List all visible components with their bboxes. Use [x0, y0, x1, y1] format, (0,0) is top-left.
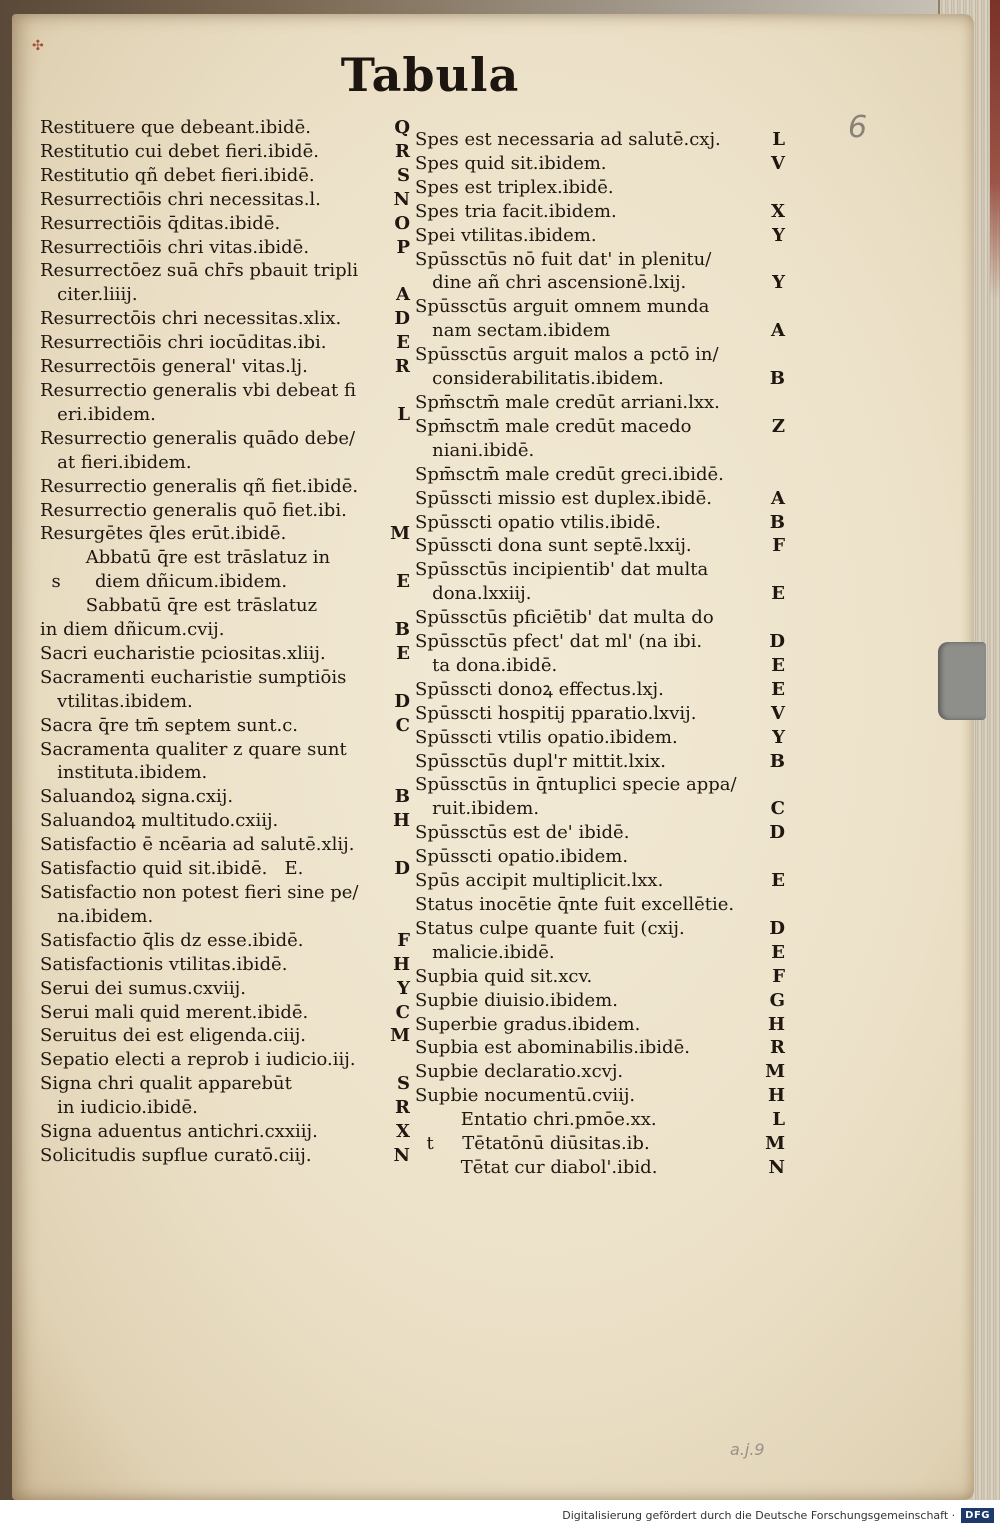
entry-letter: C — [770, 798, 785, 820]
entry-text: Satisfactio q̄lis dz esse.ibidē. — [40, 929, 304, 951]
entry-text: Serui mali quid merent.ibidē. — [40, 1001, 309, 1023]
entry-letter: A — [396, 284, 410, 306]
entry-text: Sacramenti eucharistie sumptiōis — [40, 666, 347, 688]
entry-text: dona.lxxiij. — [415, 583, 532, 605]
index-entry — [40, 116, 410, 140]
index-entry — [415, 630, 785, 654]
entry-letter: R — [395, 356, 410, 378]
entry-letter: E — [771, 870, 785, 892]
entry-text: Resurrectōis chri necessitas.xlix. — [40, 308, 342, 330]
footer-credit: Digitalisierung gefördert durch die Deutsche Forschungsgemeinschaft · — [562, 1508, 956, 1522]
entry-text: Supbie diuisio.ibidem. — [415, 989, 618, 1011]
entry-text: Restitutio cui debet fieri.ibidē. — [40, 140, 319, 162]
entry-letter: R — [395, 140, 410, 162]
entry-text: Spūssctūs arguit malos a pctō in/ — [415, 344, 719, 366]
index-entry — [415, 463, 785, 487]
entry-letter: N — [393, 188, 410, 210]
entry-text: Spes quid sit.ibidem. — [415, 152, 607, 174]
index-entry — [415, 1108, 785, 1132]
index-entry — [40, 594, 410, 618]
entry-text: Resurrectiōis chri iocūditas.ibi. — [40, 332, 327, 354]
entry-text: Satisfactio ē ncēaria ad salutē.xlij. — [40, 834, 355, 856]
entry-letter: H — [767, 1085, 785, 1107]
index-entry — [415, 1156, 785, 1180]
index-entry — [40, 140, 410, 164]
index-entry — [40, 403, 410, 427]
index-entry — [415, 271, 785, 295]
index-entry — [415, 200, 785, 224]
entry-letter: Y — [772, 726, 785, 748]
entry-letter: L — [772, 1109, 785, 1131]
entry-text: Spūssctūs est de' ibidē. — [415, 822, 630, 844]
index-entry — [40, 1144, 410, 1168]
index-entry — [415, 941, 785, 965]
entry-letter: Y — [772, 272, 785, 294]
index-entry — [415, 1036, 785, 1060]
entry-text: at fieri.ibidem. — [40, 451, 192, 473]
entry-letter: E — [396, 642, 410, 664]
entry-text: Resurrectio generalis quō fiet.ibi. — [40, 499, 347, 521]
entry-letter: D — [769, 631, 785, 653]
entry-text: Restitutio qñ debet fieri.ibidē. — [40, 164, 315, 186]
index-entry — [415, 989, 785, 1013]
entry-letter: Z — [771, 415, 785, 437]
index-entry — [415, 176, 785, 200]
entry-text: Spes tria facit.ibidem. — [415, 200, 617, 222]
entry-text: Spūssctūs pficiētib' dat multa do — [415, 607, 714, 629]
entry-letter: L — [397, 403, 410, 425]
entry-text: malicie.ibidē. — [415, 941, 555, 963]
index-entry — [415, 1013, 785, 1037]
index-entry — [40, 546, 410, 570]
entry-letter: D — [769, 917, 785, 939]
entry-letter: M — [390, 523, 410, 545]
entry-letter: E — [396, 571, 410, 593]
entry-text: Spūssctūs dupl'r mittit.lxix. — [415, 750, 666, 772]
index-entry — [415, 391, 785, 415]
entry-text: Resurrectōis general' vitas.lj. — [40, 356, 308, 378]
index-entry — [415, 1060, 785, 1084]
index-entry — [40, 618, 410, 642]
entry-text: Resurrectiōis chri necessitas.l. — [40, 188, 321, 210]
entry-letter: A — [771, 487, 785, 509]
index-entry — [40, 475, 410, 499]
entry-text: niani.ibidē. — [415, 439, 535, 461]
entry-text: Spūsscti dona sunt septē.lxxij. — [415, 535, 692, 557]
index-entry — [40, 857, 410, 881]
entry-text: Sacramenta qualiter z quare sunt — [40, 738, 347, 760]
index-entry — [40, 761, 410, 785]
entry-text: Solicitudis supflue curatō.ciij. — [40, 1144, 312, 1166]
index-entry — [415, 343, 785, 367]
index-entry — [415, 654, 785, 678]
entry-text: Saluandoꝝ signa.cxij. — [40, 786, 234, 808]
index-entry — [415, 845, 785, 869]
index-entry — [415, 678, 785, 702]
entry-letter: O — [394, 212, 410, 234]
entry-text: Spūssctūs nō fuit dat' in plenitu/ — [415, 248, 712, 270]
entry-text: in diem dñicum.cvij. — [40, 619, 225, 641]
entry-letter: G — [769, 989, 785, 1011]
index-entry — [40, 1096, 410, 1120]
index-entry — [40, 833, 410, 857]
book-cover-edge — [990, 0, 1000, 300]
entry-text: citer.liiij. — [40, 284, 138, 306]
index-entry — [40, 331, 410, 355]
entry-letter: S — [397, 1073, 410, 1095]
entry-text: Supbia quid sit.xcv. — [415, 965, 593, 987]
index-entry — [415, 295, 785, 319]
entry-letter: E — [771, 583, 785, 605]
entry-text: Serui dei sumus.cxviij. — [40, 977, 246, 999]
entry-text: Sepatio electi a reprob i iudicio.iij. — [40, 1049, 356, 1071]
entry-letter: E — [771, 941, 785, 963]
entry-text: ta dona.ibidē. — [415, 654, 558, 676]
index-entry — [415, 750, 785, 774]
entry-letter: D — [394, 308, 410, 330]
entry-letter: H — [767, 1013, 785, 1035]
entry-text: Entatio chri.pmōe.xx. — [415, 1109, 657, 1131]
index-entry — [415, 367, 785, 391]
entry-text: Status inocētie q̄nte fuit excellētie. — [415, 894, 735, 915]
index-entry — [415, 439, 785, 463]
entry-text: Spūsscti vtilis opatio.ibidem. — [415, 726, 678, 748]
dfg-logo: DFG — [961, 1508, 994, 1523]
entry-letter: X — [396, 1121, 410, 1143]
entry-text: instituta.ibidem. — [40, 762, 208, 784]
entry-text: Spūssctūs incipientib' dat multa — [415, 559, 709, 581]
entry-letter: N — [393, 1144, 410, 1166]
index-entry — [40, 164, 410, 188]
index-entry — [40, 1072, 410, 1096]
index-entry — [415, 1132, 785, 1156]
index-entry — [40, 307, 410, 331]
entry-letter: C — [395, 714, 410, 736]
entry-text: Resurrectiōis q̄ditas.ibidē. — [40, 212, 281, 234]
page-clip — [938, 642, 986, 720]
index-entry — [40, 690, 410, 714]
folio-number: 6 — [848, 110, 868, 145]
index-entry — [415, 534, 785, 558]
index-entry — [415, 726, 785, 750]
entry-letter: B — [394, 786, 410, 808]
entry-text: Signa aduentus antichri.cxxiij. — [40, 1121, 318, 1143]
entry-text: Signa chri qualit apparebūt — [40, 1073, 292, 1095]
index-entry — [40, 355, 410, 379]
index-entry — [40, 236, 410, 260]
index-entry — [40, 379, 410, 403]
entry-text: Spm̄sctm̄ male credūt macedo — [415, 415, 692, 437]
index-entry — [40, 259, 410, 283]
entry-text: Spei vtilitas.ibidem. — [415, 224, 597, 246]
index-entry — [415, 1084, 785, 1108]
entry-letter: V — [771, 152, 785, 174]
index-entry — [415, 797, 785, 821]
entry-letter: N — [768, 1156, 785, 1178]
index-entry — [415, 128, 785, 152]
index-entry — [40, 188, 410, 212]
index-entry — [40, 881, 410, 905]
index-entry — [40, 714, 410, 738]
index-entry — [415, 893, 785, 917]
index-entry — [415, 965, 785, 989]
entry-text: Spūssctūs pfect' dat ml' (na ibi. — [415, 631, 703, 653]
entry-letter: M — [765, 1133, 785, 1155]
index-entry — [415, 917, 785, 941]
entry-text: dine añ chri ascensionē.lxij. — [415, 272, 687, 294]
entry-text: na.ibidem. — [40, 905, 154, 927]
entry-letter: Q — [394, 117, 410, 138]
page-title: Tabula — [340, 48, 520, 102]
entry-text: Restituere que debeant.ibidē. — [40, 117, 311, 138]
entry-letter: D — [394, 690, 410, 712]
index-entry — [40, 666, 410, 690]
entry-text: Satisfactionis vtilitas.ibidē. — [40, 953, 288, 975]
index-entry — [40, 738, 410, 762]
entry-text: Status culpe quante fuit (cxij. — [415, 917, 685, 939]
entry-text: Spūsscti opatio.ibidem. — [415, 846, 629, 868]
index-entry — [415, 224, 785, 248]
index-entry — [40, 522, 410, 546]
index-entry — [40, 905, 410, 929]
entry-letter: H — [392, 953, 410, 975]
entry-letter: B — [769, 368, 785, 390]
entry-text: vtilitas.ibidem. — [40, 690, 193, 712]
ornament-mark: ✣ — [32, 38, 44, 54]
index-entry — [40, 785, 410, 809]
entry-letter: L — [772, 129, 785, 150]
entry-text: Seruitus dei est eligenda.ciij. — [40, 1025, 307, 1047]
left-column — [40, 116, 410, 1168]
entry-letter: E — [396, 332, 410, 354]
entry-letter: B — [394, 619, 410, 641]
entry-letter: D — [394, 858, 410, 880]
entry-text: Resurrectio generalis qñ fiet.ibidē. — [40, 475, 359, 497]
index-entry — [415, 511, 785, 535]
index-entry — [415, 773, 785, 797]
entry-text: Supbie nocumentū.cviij. — [415, 1085, 636, 1107]
index-entry — [40, 570, 410, 594]
entry-text: Sabbatū q̄re est trāslatuz — [40, 595, 318, 617]
index-entry — [40, 1048, 410, 1072]
entry-text: Spm̄sctm̄ male credūt greci.ibidē. — [415, 463, 724, 485]
entry-text: Resurrectio generalis quādo debe/ — [40, 427, 356, 449]
entry-text: Satisfactio quid sit.ibidē. E. — [40, 858, 304, 880]
entry-text: Resurrectiōis chri vitas.ibidē. — [40, 236, 310, 258]
entry-text: Spūsscti donoꝝ effectus.lxj. — [415, 678, 664, 700]
entry-text: Sacra q̄re tm̄ septem sunt.c. — [40, 714, 298, 736]
index-entry — [40, 977, 410, 1001]
index-entry — [40, 427, 410, 451]
index-entry — [415, 821, 785, 845]
entry-letter: E — [771, 654, 785, 676]
entry-letter: P — [396, 236, 410, 258]
entry-letter: F — [772, 965, 785, 987]
entry-letter: X — [771, 200, 785, 222]
entry-text: ruit.ibidem. — [415, 798, 540, 820]
entry-text: Spes est necessaria ad salutē.cxj. — [415, 129, 721, 150]
entry-text: in iudicio.ibidē. — [40, 1097, 198, 1119]
index-entry — [40, 283, 410, 307]
index-entry — [40, 1120, 410, 1144]
entry-letter: A — [771, 320, 785, 342]
entry-letter: E — [771, 678, 785, 700]
entry-text: Spūsscti opatio vtilis.ibidē. — [415, 511, 661, 533]
entry-letter: M — [390, 1025, 410, 1047]
entry-letter: Y — [397, 977, 410, 999]
entry-letter: R — [770, 1037, 785, 1059]
index-entry — [415, 558, 785, 582]
index-entry — [415, 152, 785, 176]
entry-letter: C — [395, 1001, 410, 1023]
index-entry — [40, 499, 410, 523]
entry-text: nam sectam.ibidem — [415, 320, 611, 342]
entry-text: Superbie gradus.ibidem. — [415, 1013, 641, 1035]
entry-letter: M — [765, 1061, 785, 1083]
entry-text: Spūsscti hospitij pparatio.lxvij. — [415, 702, 697, 724]
entry-text: Spūssctūs arguit omnem munda — [415, 296, 710, 318]
entry-letter: F — [772, 535, 785, 557]
entry-text: Spūssctūs in q̄ntuplici specie appa/ — [415, 774, 737, 796]
index-entry — [40, 642, 410, 666]
index-entry — [415, 606, 785, 630]
entry-text: Spes est triplex.ibidē. — [415, 176, 614, 198]
entry-letter: F — [397, 929, 410, 951]
entry-text: Spūsscti missio est duplex.ibidē. — [415, 487, 713, 509]
entry-text: considerabilitatis.ibidem. — [415, 368, 664, 390]
entry-letter: S — [397, 164, 410, 186]
footer-bar — [0, 1500, 1000, 1530]
entry-text: Sacri eucharistie pciositas.xliij. — [40, 642, 326, 664]
index-entry — [40, 451, 410, 475]
index-entry — [415, 415, 785, 439]
index-entry — [415, 248, 785, 272]
entry-text: Spm̄sctm̄ male credūt arriani.lxx. — [415, 391, 720, 413]
index-entry — [415, 487, 785, 511]
entry-text: t Tētatōnū diūsitas.ib. — [415, 1133, 650, 1155]
index-entry — [40, 1001, 410, 1025]
entry-text: Satisfactio non potest fieri sine pe/ — [40, 882, 359, 903]
entry-text: Resurgētes q̄les erūt.ibidē. — [40, 523, 287, 545]
index-entry — [40, 809, 410, 833]
entry-text: Supbie declaratio.xcvj. — [415, 1061, 624, 1083]
entry-text: s diem dñicum.ibidem. — [40, 571, 288, 593]
index-entry — [40, 1024, 410, 1048]
index-entry — [415, 702, 785, 726]
entry-text: Spūs accipit multiplicit.lxx. — [415, 870, 664, 892]
entry-letter: V — [771, 702, 785, 724]
index-entry — [415, 319, 785, 343]
index-entry — [415, 582, 785, 606]
entry-text: Supbia est abominabilis.ibidē. — [415, 1037, 690, 1059]
right-column — [415, 128, 785, 1180]
entry-letter: Y — [772, 224, 785, 246]
index-entry — [40, 929, 410, 953]
entry-text: Resurrectōez suā chr̄s pbauit tripli — [40, 260, 359, 282]
entry-letter: H — [392, 810, 410, 832]
entry-letter: B — [769, 511, 785, 533]
entry-letter: D — [769, 822, 785, 844]
entry-letter: R — [395, 1097, 410, 1119]
index-entry — [415, 869, 785, 893]
entry-text: Tētat cur diabol'.ibid. — [415, 1156, 658, 1178]
entry-text: Resurrectio generalis vbi debeat fi — [40, 379, 356, 401]
index-entry — [40, 953, 410, 977]
entry-text: Abbatū q̄re est trāslatuz in — [40, 547, 331, 569]
pencil-note: a.j.9 — [730, 1440, 765, 1459]
entry-text: eri.ibidem. — [40, 403, 156, 425]
entry-text: Saluandoꝝ multitudo.cxiij. — [40, 810, 279, 832]
entry-letter: B — [769, 750, 785, 772]
index-entry — [40, 212, 410, 236]
